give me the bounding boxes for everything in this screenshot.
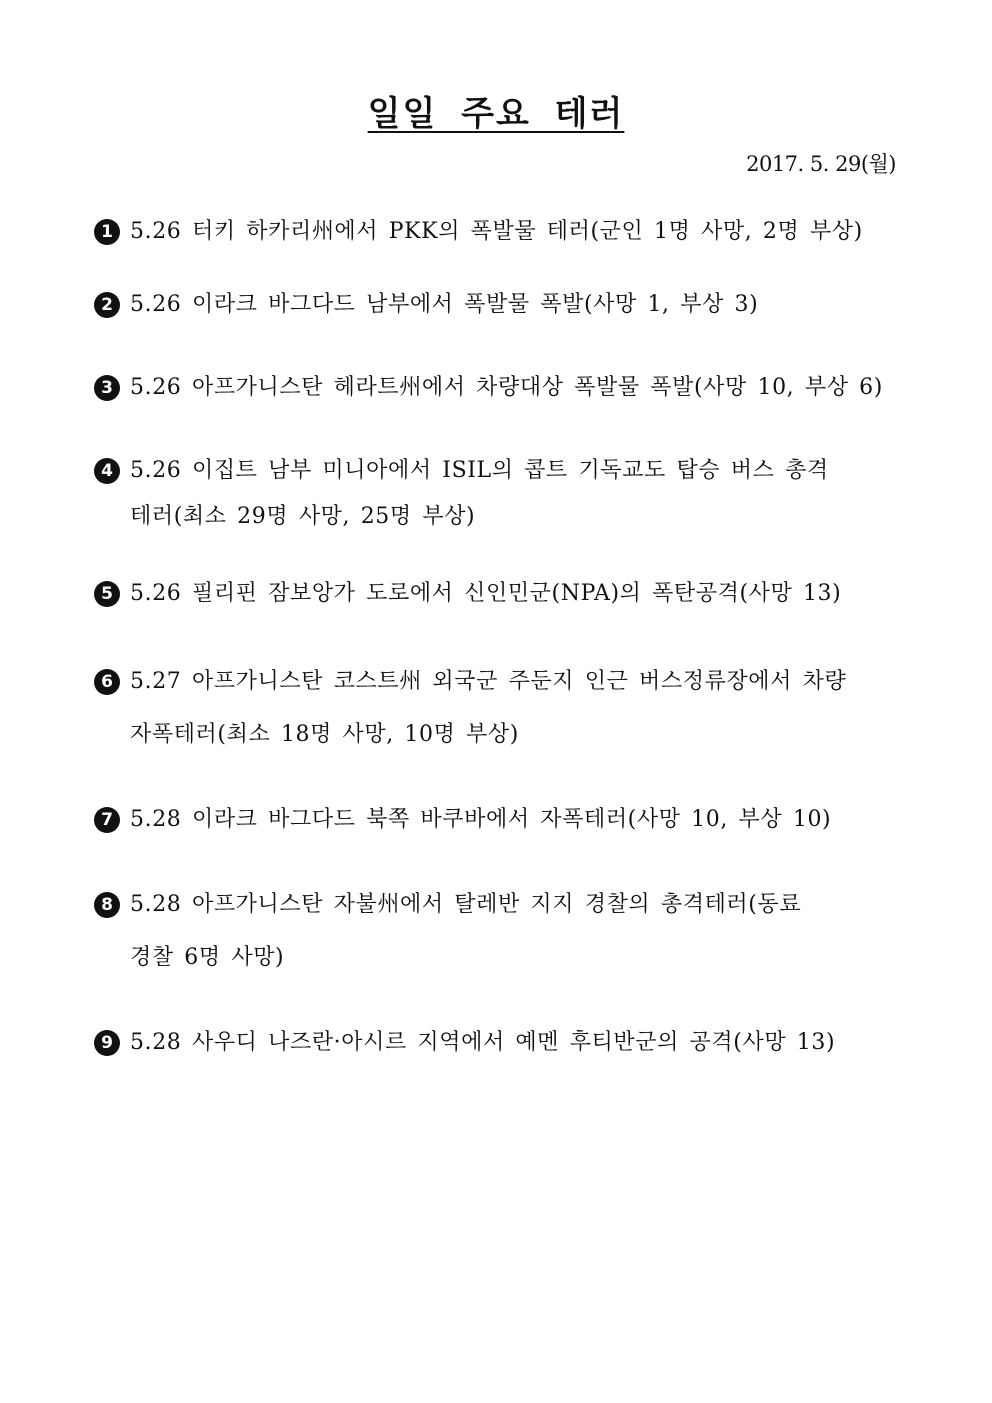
page-title [0,86,992,135]
number-marker-icon: 9 [94,1030,120,1056]
list-item [94,1029,900,1057]
number-marker-icon: 1 [94,219,120,245]
number-marker-icon: 8 [94,892,120,918]
page-title-text: 일일 주요 테러 [367,94,625,134]
number-marker-icon: 4 [94,458,120,484]
number-marker-icon: 7 [94,807,120,833]
item-text: 5.26 아프가니스탄 헤라트州에서 차량대상 폭발물 폭발(사망 10, 부상 6) [130,375,883,400]
item-text: 5.26 필리핀 잠보앙가 도로에서 신인민군(NPA)의 폭탄공격(사망 13) [130,581,842,606]
item-text: 5.28 아프가니스탄 자불州에서 탈레반 지지 경찰의 총격테러(동료 [130,892,802,917]
report-date: 2017. 5. 29(월) [746,152,896,176]
list-item [94,218,900,246]
list-item [94,580,900,608]
item-text: 5.27 아프가니스탄 코스트州 외국군 주둔지 인근 버스정류장에서 차량 [130,669,847,694]
list-item [94,891,900,972]
number-marker-icon: 2 [94,292,120,318]
item-text: 5.26 이집트 남부 미니아에서 ISIL의 콥트 기독교도 탑승 버스 총격 [130,458,829,483]
item-text: 5.26 이라크 바그다드 남부에서 폭발물 폭발(사망 1, 부상 3) [130,292,759,317]
item-text-continued: 자폭테러(최소 18명 사망, 10명 부상) [130,722,519,747]
list-item [94,374,900,402]
number-marker-icon: 3 [94,375,120,401]
item-text-continued: 테러(최소 29명 사망, 25명 부상) [130,504,476,529]
item-text: 5.26 터키 하카리州에서 PKK의 폭발물 테러(군인 1명 사망, 2명 부상) [130,219,863,244]
number-marker-icon: 5 [94,581,120,607]
item-text: 5.28 이라크 바그다드 북쪽 바쿠바에서 자폭테러(사망 10, 부상 10) [130,807,832,832]
item-text: 5.28 사우디 나즈란·아시르 지역에서 예멘 후티반군의 공격(사망 13) [130,1030,836,1055]
number-marker-icon: 6 [94,669,120,695]
item-text-continued: 경찰 6명 사망) [130,945,285,970]
list-item [94,668,900,749]
list-item [94,457,900,531]
list-item [94,291,900,319]
list-item [94,806,900,834]
